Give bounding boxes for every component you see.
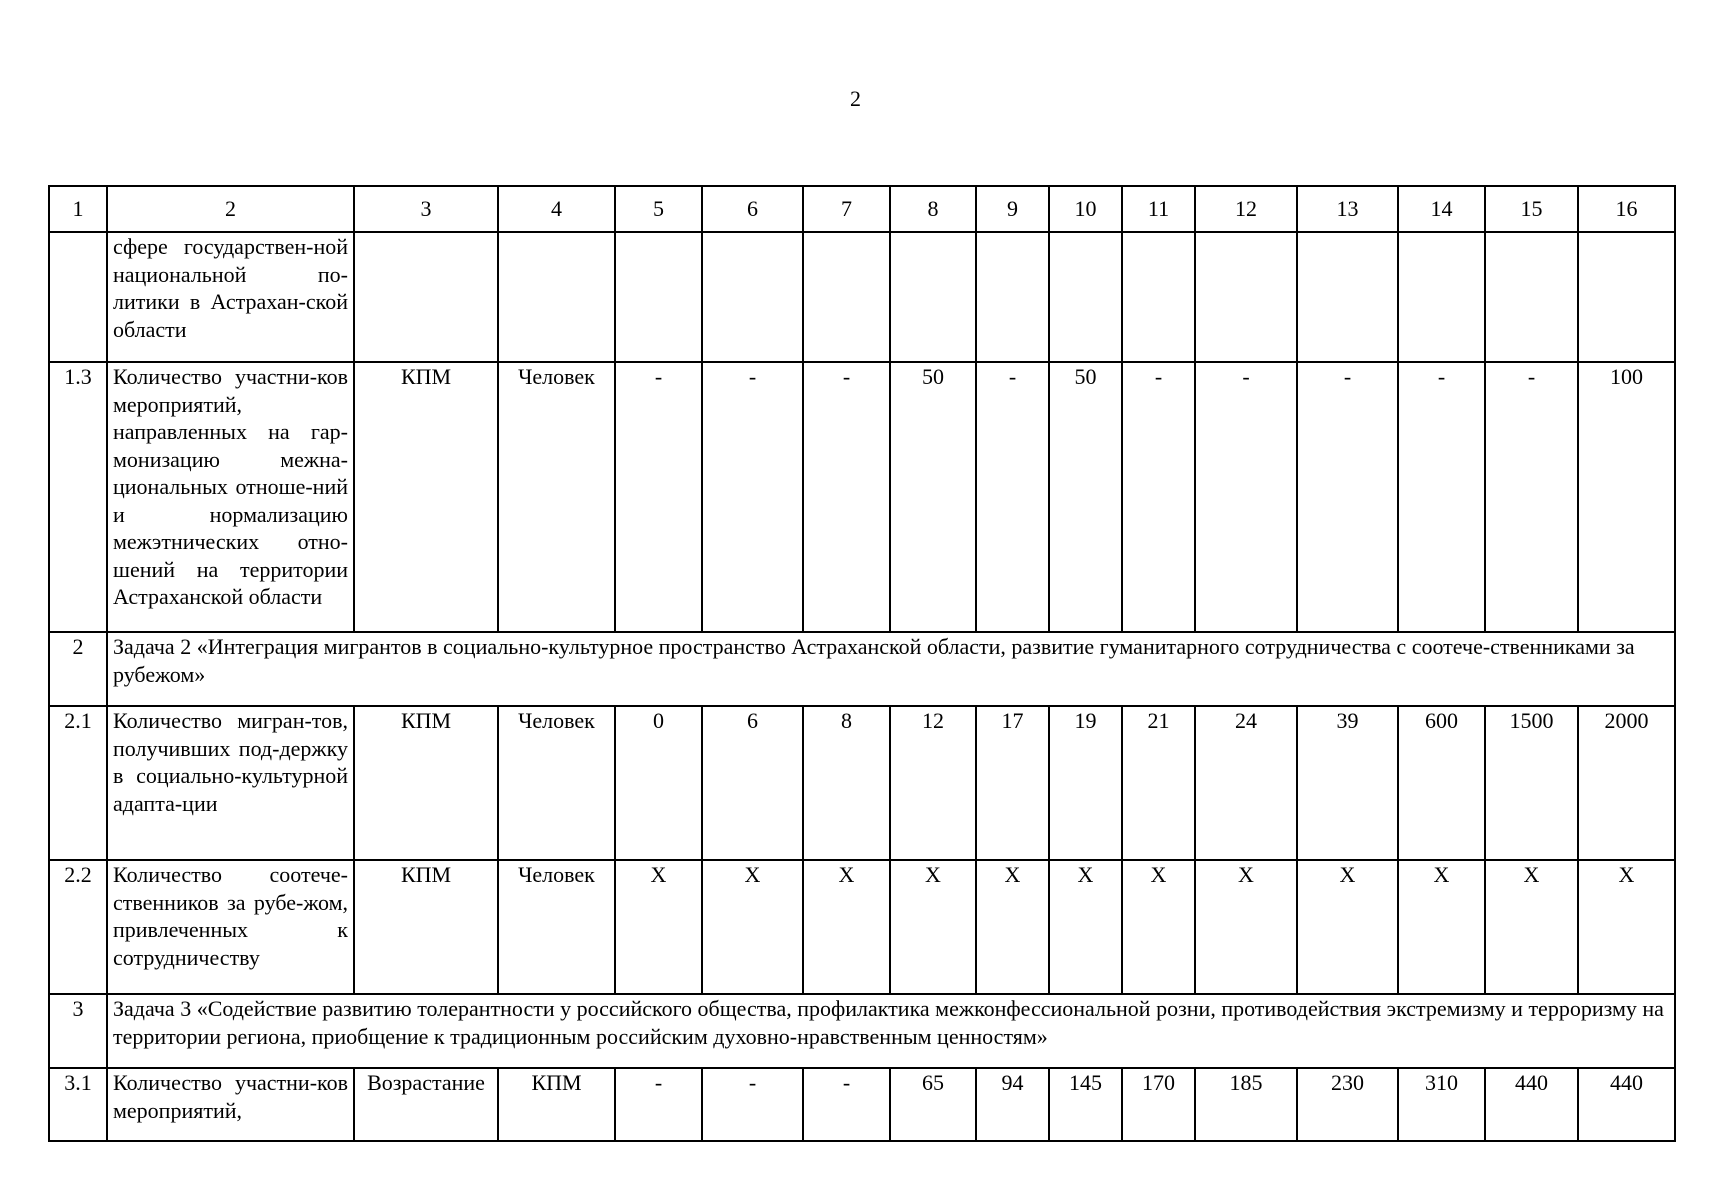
indicator-unit: КПМ xyxy=(498,1068,615,1141)
value-cell: - xyxy=(1297,362,1398,632)
column-number: 5 xyxy=(615,186,702,232)
task-row xyxy=(49,632,1675,706)
value-cell: 65 xyxy=(890,1068,976,1141)
value-cell: - xyxy=(1398,362,1485,632)
column-number: 11 xyxy=(1122,186,1195,232)
indicator-unit: Человек xyxy=(498,362,615,632)
value-cell: Х xyxy=(890,860,976,994)
column-number: 7 xyxy=(803,186,890,232)
column-number: 2 xyxy=(107,186,354,232)
row-number: 1.3 xyxy=(49,362,107,632)
value-cell xyxy=(803,232,890,362)
value-cell: 6 xyxy=(702,706,803,860)
indicator-name: Количество мигран-тов, получивших под-держку в социально-культурной адапта-ции xyxy=(107,706,354,860)
value-cell: Х xyxy=(1195,860,1297,994)
page-number: 2 xyxy=(850,86,861,111)
table-row xyxy=(49,860,1675,994)
column-number: 8 xyxy=(890,186,976,232)
table-row xyxy=(49,362,1675,632)
value-cell: Х xyxy=(1049,860,1122,994)
value-cell: - xyxy=(1485,362,1578,632)
value-cell xyxy=(976,232,1049,362)
value-cell: - xyxy=(615,362,702,632)
column-number: 10 xyxy=(1049,186,1122,232)
task-title: Задача 3 «Содействие развитию толерантности у российского общества, профилактика межконфессиональной розни, противодействия экстремизму и терроризму на территории региона, приобщение к традиционным российским духовно-нравственным ценностям» xyxy=(107,994,1675,1068)
table-row xyxy=(49,706,1675,860)
column-number: 3 xyxy=(354,186,498,232)
value-cell xyxy=(702,232,803,362)
value-cell: Х xyxy=(1485,860,1578,994)
value-cell: Х xyxy=(1398,860,1485,994)
value-cell: Х xyxy=(803,860,890,994)
value-cell: 0 xyxy=(615,706,702,860)
indicator-name: Количество соотече-ственников за рубе-жом, привлеченных к сотрудничеству xyxy=(107,860,354,994)
value-cell: - xyxy=(1195,362,1297,632)
indicator-unit: Человек xyxy=(498,860,615,994)
value-cell: 145 xyxy=(1049,1068,1122,1141)
indicator-type: КПМ xyxy=(354,362,498,632)
value-cell: - xyxy=(976,362,1049,632)
value-cell: 19 xyxy=(1049,706,1122,860)
value-cell: 1500 xyxy=(1485,706,1578,860)
row-number: 3.1 xyxy=(49,1068,107,1141)
value-cell xyxy=(1297,232,1398,362)
value-cell xyxy=(615,232,702,362)
table-row xyxy=(49,232,1675,362)
value-cell: 39 xyxy=(1297,706,1398,860)
value-cell: Х xyxy=(1297,860,1398,994)
value-cell: 440 xyxy=(1578,1068,1675,1141)
value-cell xyxy=(1195,232,1297,362)
column-number: 12 xyxy=(1195,186,1297,232)
value-cell: Х xyxy=(702,860,803,994)
column-number: 4 xyxy=(498,186,615,232)
value-cell: 185 xyxy=(1195,1068,1297,1141)
value-cell xyxy=(1398,232,1485,362)
indicator-unit xyxy=(498,232,615,362)
value-cell: 94 xyxy=(976,1068,1049,1141)
column-number: 15 xyxy=(1485,186,1578,232)
value-cell: 310 xyxy=(1398,1068,1485,1141)
value-cell xyxy=(1578,232,1675,362)
value-cell: - xyxy=(702,362,803,632)
indicator-name: Количество участни-ков мероприятий, xyxy=(107,1068,354,1141)
indicator-type: КПМ xyxy=(354,860,498,994)
column-number: 16 xyxy=(1578,186,1675,232)
value-cell: Х xyxy=(976,860,1049,994)
column-number: 14 xyxy=(1398,186,1485,232)
value-cell: - xyxy=(1122,362,1195,632)
column-number: 9 xyxy=(976,186,1049,232)
value-cell: 230 xyxy=(1297,1068,1398,1141)
indicator-type: КПМ xyxy=(354,706,498,860)
value-cell: 24 xyxy=(1195,706,1297,860)
value-cell: - xyxy=(702,1068,803,1141)
indicators-table xyxy=(48,185,1676,1142)
value-cell: - xyxy=(803,1068,890,1141)
value-cell: 2000 xyxy=(1578,706,1675,860)
value-cell: 50 xyxy=(890,362,976,632)
column-number: 13 xyxy=(1297,186,1398,232)
value-cell: - xyxy=(803,362,890,632)
value-cell: 21 xyxy=(1122,706,1195,860)
row-number: 2.1 xyxy=(49,706,107,860)
indicator-type xyxy=(354,232,498,362)
table-row xyxy=(49,1068,1675,1141)
row-number: 2.2 xyxy=(49,860,107,994)
value-cell: 12 xyxy=(890,706,976,860)
value-cell: 8 xyxy=(803,706,890,860)
value-cell: 440 xyxy=(1485,1068,1578,1141)
row-number xyxy=(49,232,107,362)
value-cell xyxy=(890,232,976,362)
task-row xyxy=(49,994,1675,1068)
task-title: Задача 2 «Интеграция мигрантов в социально-культурное пространство Астраханской области, развитие гуманитарного сотрудничества с соотече-ственниками за рубежом» xyxy=(107,632,1675,706)
value-cell: 600 xyxy=(1398,706,1485,860)
value-cell: Х xyxy=(1578,860,1675,994)
value-cell: Х xyxy=(615,860,702,994)
indicator-type: Возрастание xyxy=(354,1068,498,1141)
value-cell xyxy=(1485,232,1578,362)
value-cell: 170 xyxy=(1122,1068,1195,1141)
value-cell: 50 xyxy=(1049,362,1122,632)
indicator-name: Количество участни-ков мероприятий, направленных на гар-монизацию межна-циональных отноше-ний и нормализацию межэтнических отно-шений на территории Астраханской области xyxy=(107,362,354,632)
value-cell: Х xyxy=(1122,860,1195,994)
column-number-row xyxy=(49,186,1675,232)
task-number: 2 xyxy=(49,632,107,706)
column-number: 6 xyxy=(702,186,803,232)
value-cell: - xyxy=(615,1068,702,1141)
value-cell: 17 xyxy=(976,706,1049,860)
value-cell: 100 xyxy=(1578,362,1675,632)
task-number: 3 xyxy=(49,994,107,1068)
value-cell xyxy=(1049,232,1122,362)
indicator-name: сфере государствен-ной национальной по-литики в Астрахан-ской области xyxy=(107,232,354,362)
column-number: 1 xyxy=(49,186,107,232)
value-cell xyxy=(1122,232,1195,362)
indicator-unit: Человек xyxy=(498,706,615,860)
